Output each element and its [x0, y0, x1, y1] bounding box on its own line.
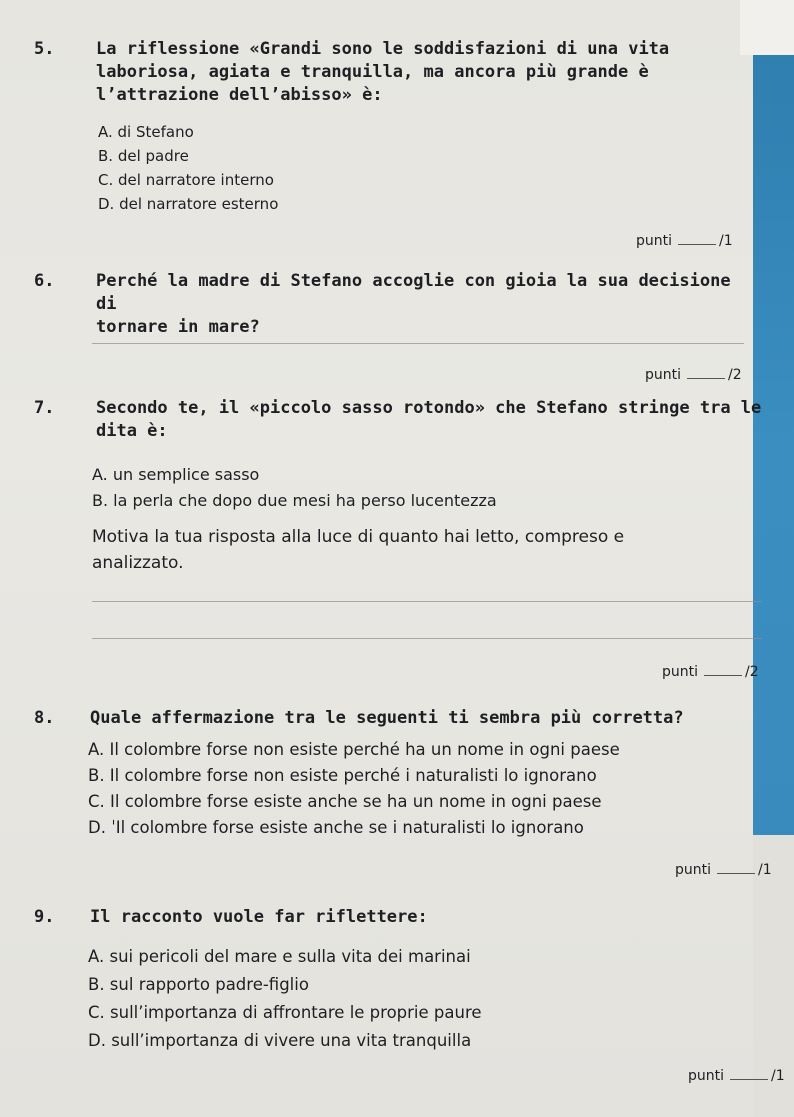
answer-line[interactable]: [92, 343, 744, 344]
score-field[interactable]: [645, 367, 742, 383]
question-8-options: [88, 737, 620, 841]
question-number: 7.: [34, 398, 55, 418]
question-number: 9.: [34, 907, 55, 927]
score-field[interactable]: [688, 1068, 785, 1084]
motivation-prompt: Motiva la tua risposta alla luce di quanto hai letto, compreso e analizzato.: [92, 527, 625, 573]
option-c[interactable]: C. del narratore interno: [98, 171, 274, 189]
option-c[interactable]: C. sull’importanza di affrontare le proprie paure: [88, 1003, 482, 1022]
option-a[interactable]: A. Il colombre forse non esiste perché ha un nome in ogni paese: [88, 740, 620, 759]
question-text: Quale affermazione tra le seguenti ti sembra più corretta?: [90, 708, 684, 728]
option-c[interactable]: C. Il colombre forse esiste anche se ha un nome in ogni paese: [88, 792, 602, 811]
score-label: punti: [636, 233, 673, 249]
question-text: Perché la madre di Stefano accoglie con gioia la sua decisione di tornare in mare?: [96, 271, 731, 337]
question-number: 8.: [34, 708, 55, 728]
question-9-options: [88, 943, 482, 1055]
option-b[interactable]: B. del padre: [98, 147, 189, 165]
score-field[interactable]: [662, 664, 759, 680]
option-b[interactable]: B. la perla che dopo due mesi ha perso lucentezza: [92, 491, 497, 510]
option-a[interactable]: A. un semplice sasso: [92, 465, 260, 484]
option-d[interactable]: D. ˈIl colombre forse esiste anche se i naturalisti lo ignorano: [88, 818, 584, 837]
score-max: /1: [719, 233, 733, 249]
score-field[interactable]: [636, 233, 733, 249]
option-d[interactable]: D. del narratore esterno: [98, 195, 279, 213]
score-label: punti: [688, 1068, 725, 1084]
question-number: 5.: [34, 39, 55, 59]
score-blank[interactable]: [730, 1069, 768, 1080]
option-d[interactable]: D. sull’importanza di vivere una vita tranquilla: [88, 1031, 472, 1050]
score-label: punti: [675, 862, 712, 878]
score-blank[interactable]: [687, 368, 725, 379]
score-max: /1: [758, 862, 772, 878]
score-max: /2: [745, 664, 759, 680]
page-corner-paper: [740, 0, 794, 55]
question-5-options: [98, 120, 278, 216]
option-a[interactable]: A. di Stefano: [98, 123, 194, 141]
score-blank[interactable]: [717, 863, 755, 874]
score-label: punti: [645, 367, 682, 383]
score-field[interactable]: [675, 862, 772, 878]
option-b[interactable]: B. sul rapporto padre-figlio: [88, 975, 309, 994]
score-blank[interactable]: [704, 665, 742, 676]
option-a[interactable]: A. sui pericoli del mare e sulla vita dei marinai: [88, 947, 471, 966]
question-number: 6.: [34, 271, 55, 291]
score-max: /2: [728, 367, 742, 383]
answer-line[interactable]: [92, 601, 762, 602]
question-text: Il racconto vuole far riflettere:: [90, 907, 428, 927]
question-text: Secondo te, il «piccolo sasso rotondo» che Stefano stringe tra le dita è:: [96, 398, 762, 441]
score-blank[interactable]: [678, 234, 716, 245]
question-7-options: [92, 462, 497, 514]
score-max: /1: [771, 1068, 785, 1084]
question-text: La riflessione «Grandi sono le soddisfazioni di una vita laboriosa, agiata e tranquilla, ma ancora più grande è l’attrazione dell’abisso» è:: [96, 39, 670, 105]
score-label: punti: [662, 664, 699, 680]
option-b[interactable]: B. Il colombre forse non esiste perché i naturalisti lo ignorano: [88, 766, 597, 785]
answer-line[interactable]: [92, 638, 762, 639]
